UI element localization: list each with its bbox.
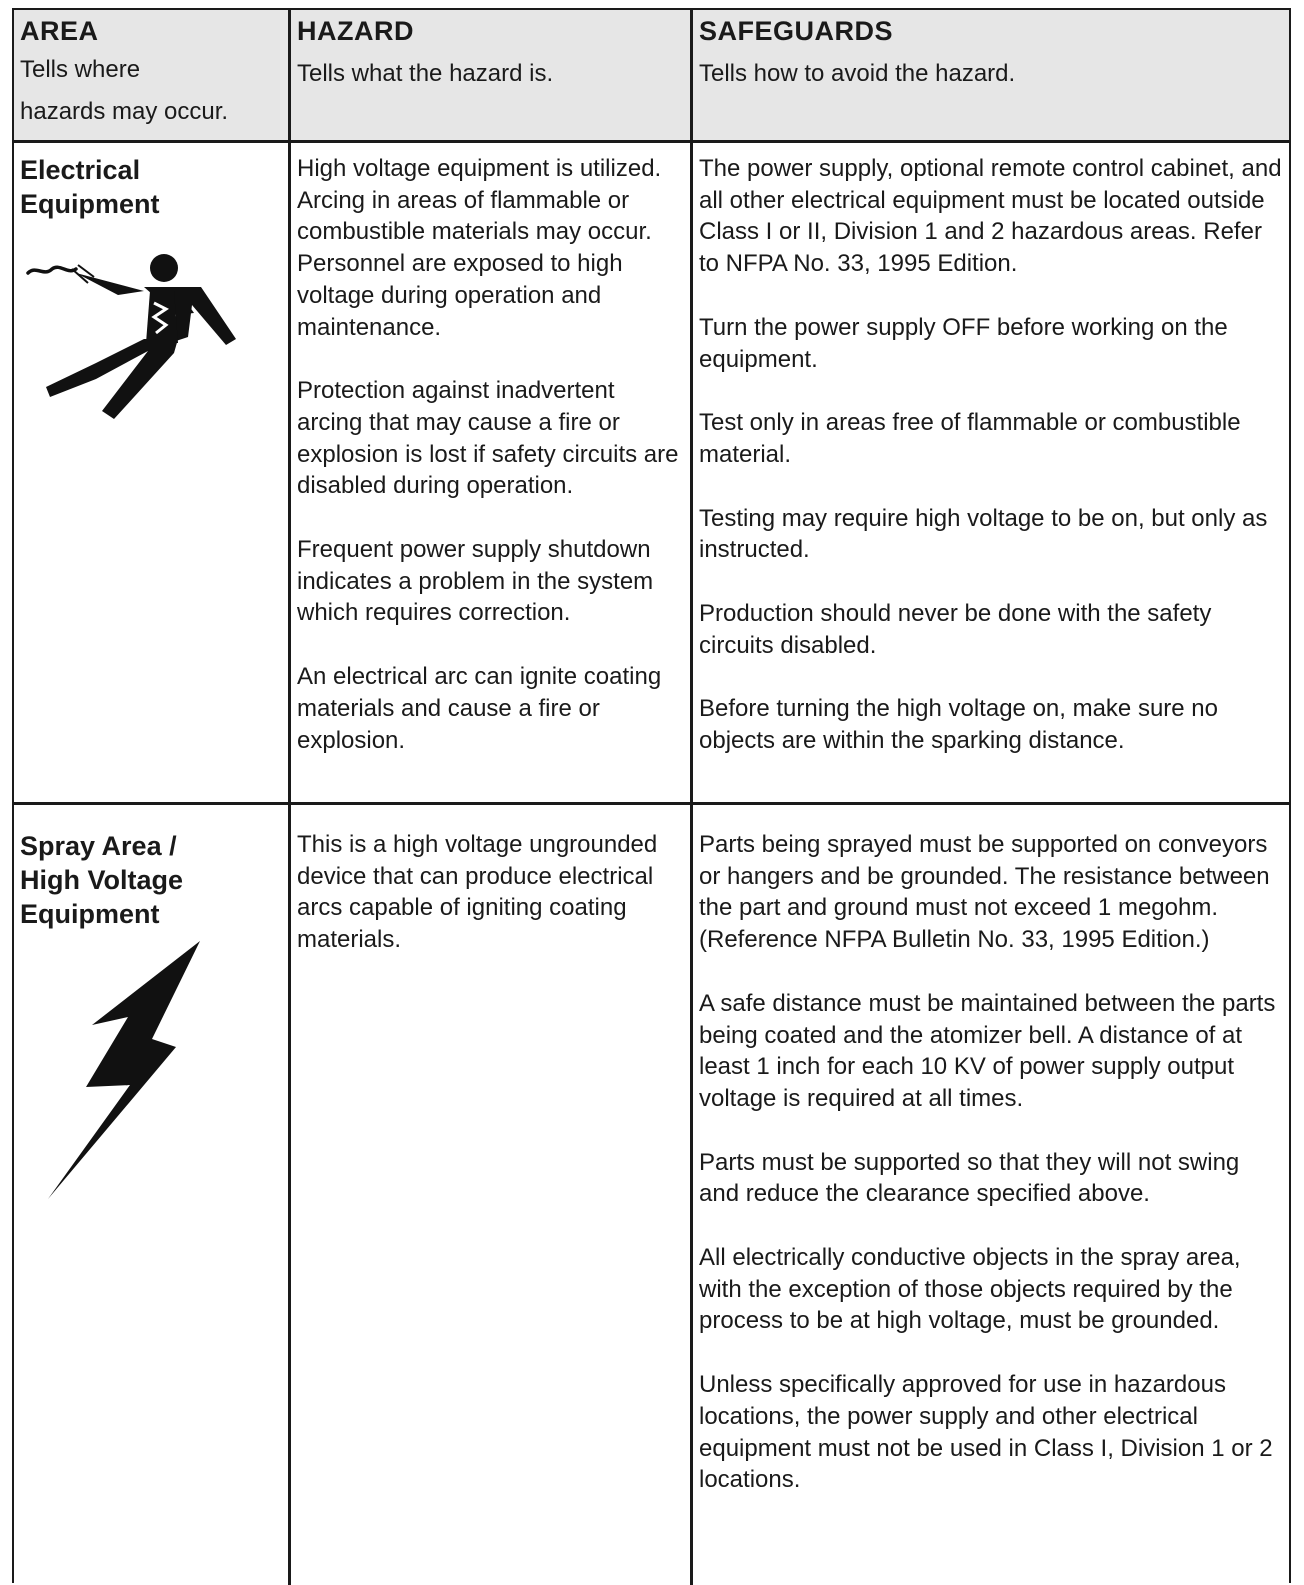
area-header-desc-line2: hazards may occur. [20,98,229,125]
hazard-header-title: HAZARD [297,16,414,46]
area-header-desc-line1: Tells where [20,56,141,83]
safeguard-paragraph: All electrically conductive objects in the spray area, with the exception of those objects required by the process to be at high voltage, must be grounded. [699,1244,1241,1335]
hazard-cell [288,805,690,1585]
hazard-header-cell [288,10,690,140]
safeguard-paragraph: Testing may require high voltage to be on, but only as instructed. [699,504,1268,564]
table-header-row [14,10,1289,143]
safeguards-header-cell [690,10,1289,140]
hazard-paragraph: This is a high voltage ungrounded device that can produce electrical arcs capable of igniting coating materials. [297,831,658,954]
area-cell [14,805,288,1585]
safeguards-header-title: SAFEGUARDS [699,16,894,46]
area-cell [14,143,288,802]
area-header-title: AREA [20,16,99,46]
lightning-bolt-icon [44,937,204,1212]
table-row [14,143,1289,805]
electric-shock-person-icon [26,243,256,438]
safeguards-header-desc: Tells how to avoid the hazard. [699,60,1016,87]
safeguard-paragraph: Turn the power supply OFF before working on the equipment. [699,313,1228,373]
hazard-cell [288,143,690,802]
safeguard-paragraph: Before turning the high voltage on, make sure no objects are within the sparking distance. [699,695,1218,755]
hazard-header-desc: Tells what the hazard is. [297,60,554,87]
safeguard-paragraph: Unless specifically approved for use in hazardous locations, the power supply and other electrical equipment must not be used in Class I, Division 1 or 2 locations. [699,1371,1273,1494]
area-name-line1: Spray Area / [20,831,177,861]
hazard-paragraph: An electrical arc can ignite coating materials and cause a fire or explosion. [297,663,662,754]
safeguard-paragraph: Parts must be supported so that they will not swing and reduce the clearance specified above. [699,1148,1240,1208]
safeguard-paragraph: Parts being sprayed must be supported on conveyors or hangers and be grounded. The resistance between the part and ground must not exceed 1 megohm. (Reference NFPA Bulletin No. 33, 1995 Edition.) [699,831,1270,954]
safeguard-paragraph: A safe distance must be maintained between the parts being coated and the atomizer bell. A distance of at least 1 inch for each 10 KV of power supply output voltage is required at all times. [699,989,1276,1112]
area-name-line2: High Voltage [20,865,184,895]
safeguards-cell [690,805,1289,1585]
area-name-line3: Equipment [20,899,160,929]
area-name-line2: Equipment [20,189,160,219]
safeguard-paragraph: Test only in areas free of flammable or combustible material. [699,409,1241,468]
area-header-cell [14,10,288,140]
hazard-paragraph: Frequent power supply shutdown indicates a problem in the system which requires correction. [297,536,654,627]
safeguards-cell [690,143,1289,802]
hazard-paragraph: Protection against inadvertent arcing that may cause a fire or explosion is lost if safety circuits are disabled during operation. [297,377,679,500]
hazard-paragraph: High voltage equipment is utilized. Arcing in areas of flammable or combustible materials may occur. Personnel are exposed to high voltage during operation and maintenance. [297,155,662,341]
safeguard-paragraph: Production should never be done with the safety circuits disabled. [699,600,1212,659]
hazard-safeguards-table [12,8,1291,1583]
safeguard-paragraph: The power supply, optional remote control cabinet, and all other electrical equipment must be located outside Class I or II, Division 1 and 2 hazardous areas. Refer to NFPA No. 33, 1995 Edition. [699,155,1282,278]
area-name-line1: Electrical [20,155,141,185]
table-row [14,805,1289,1585]
